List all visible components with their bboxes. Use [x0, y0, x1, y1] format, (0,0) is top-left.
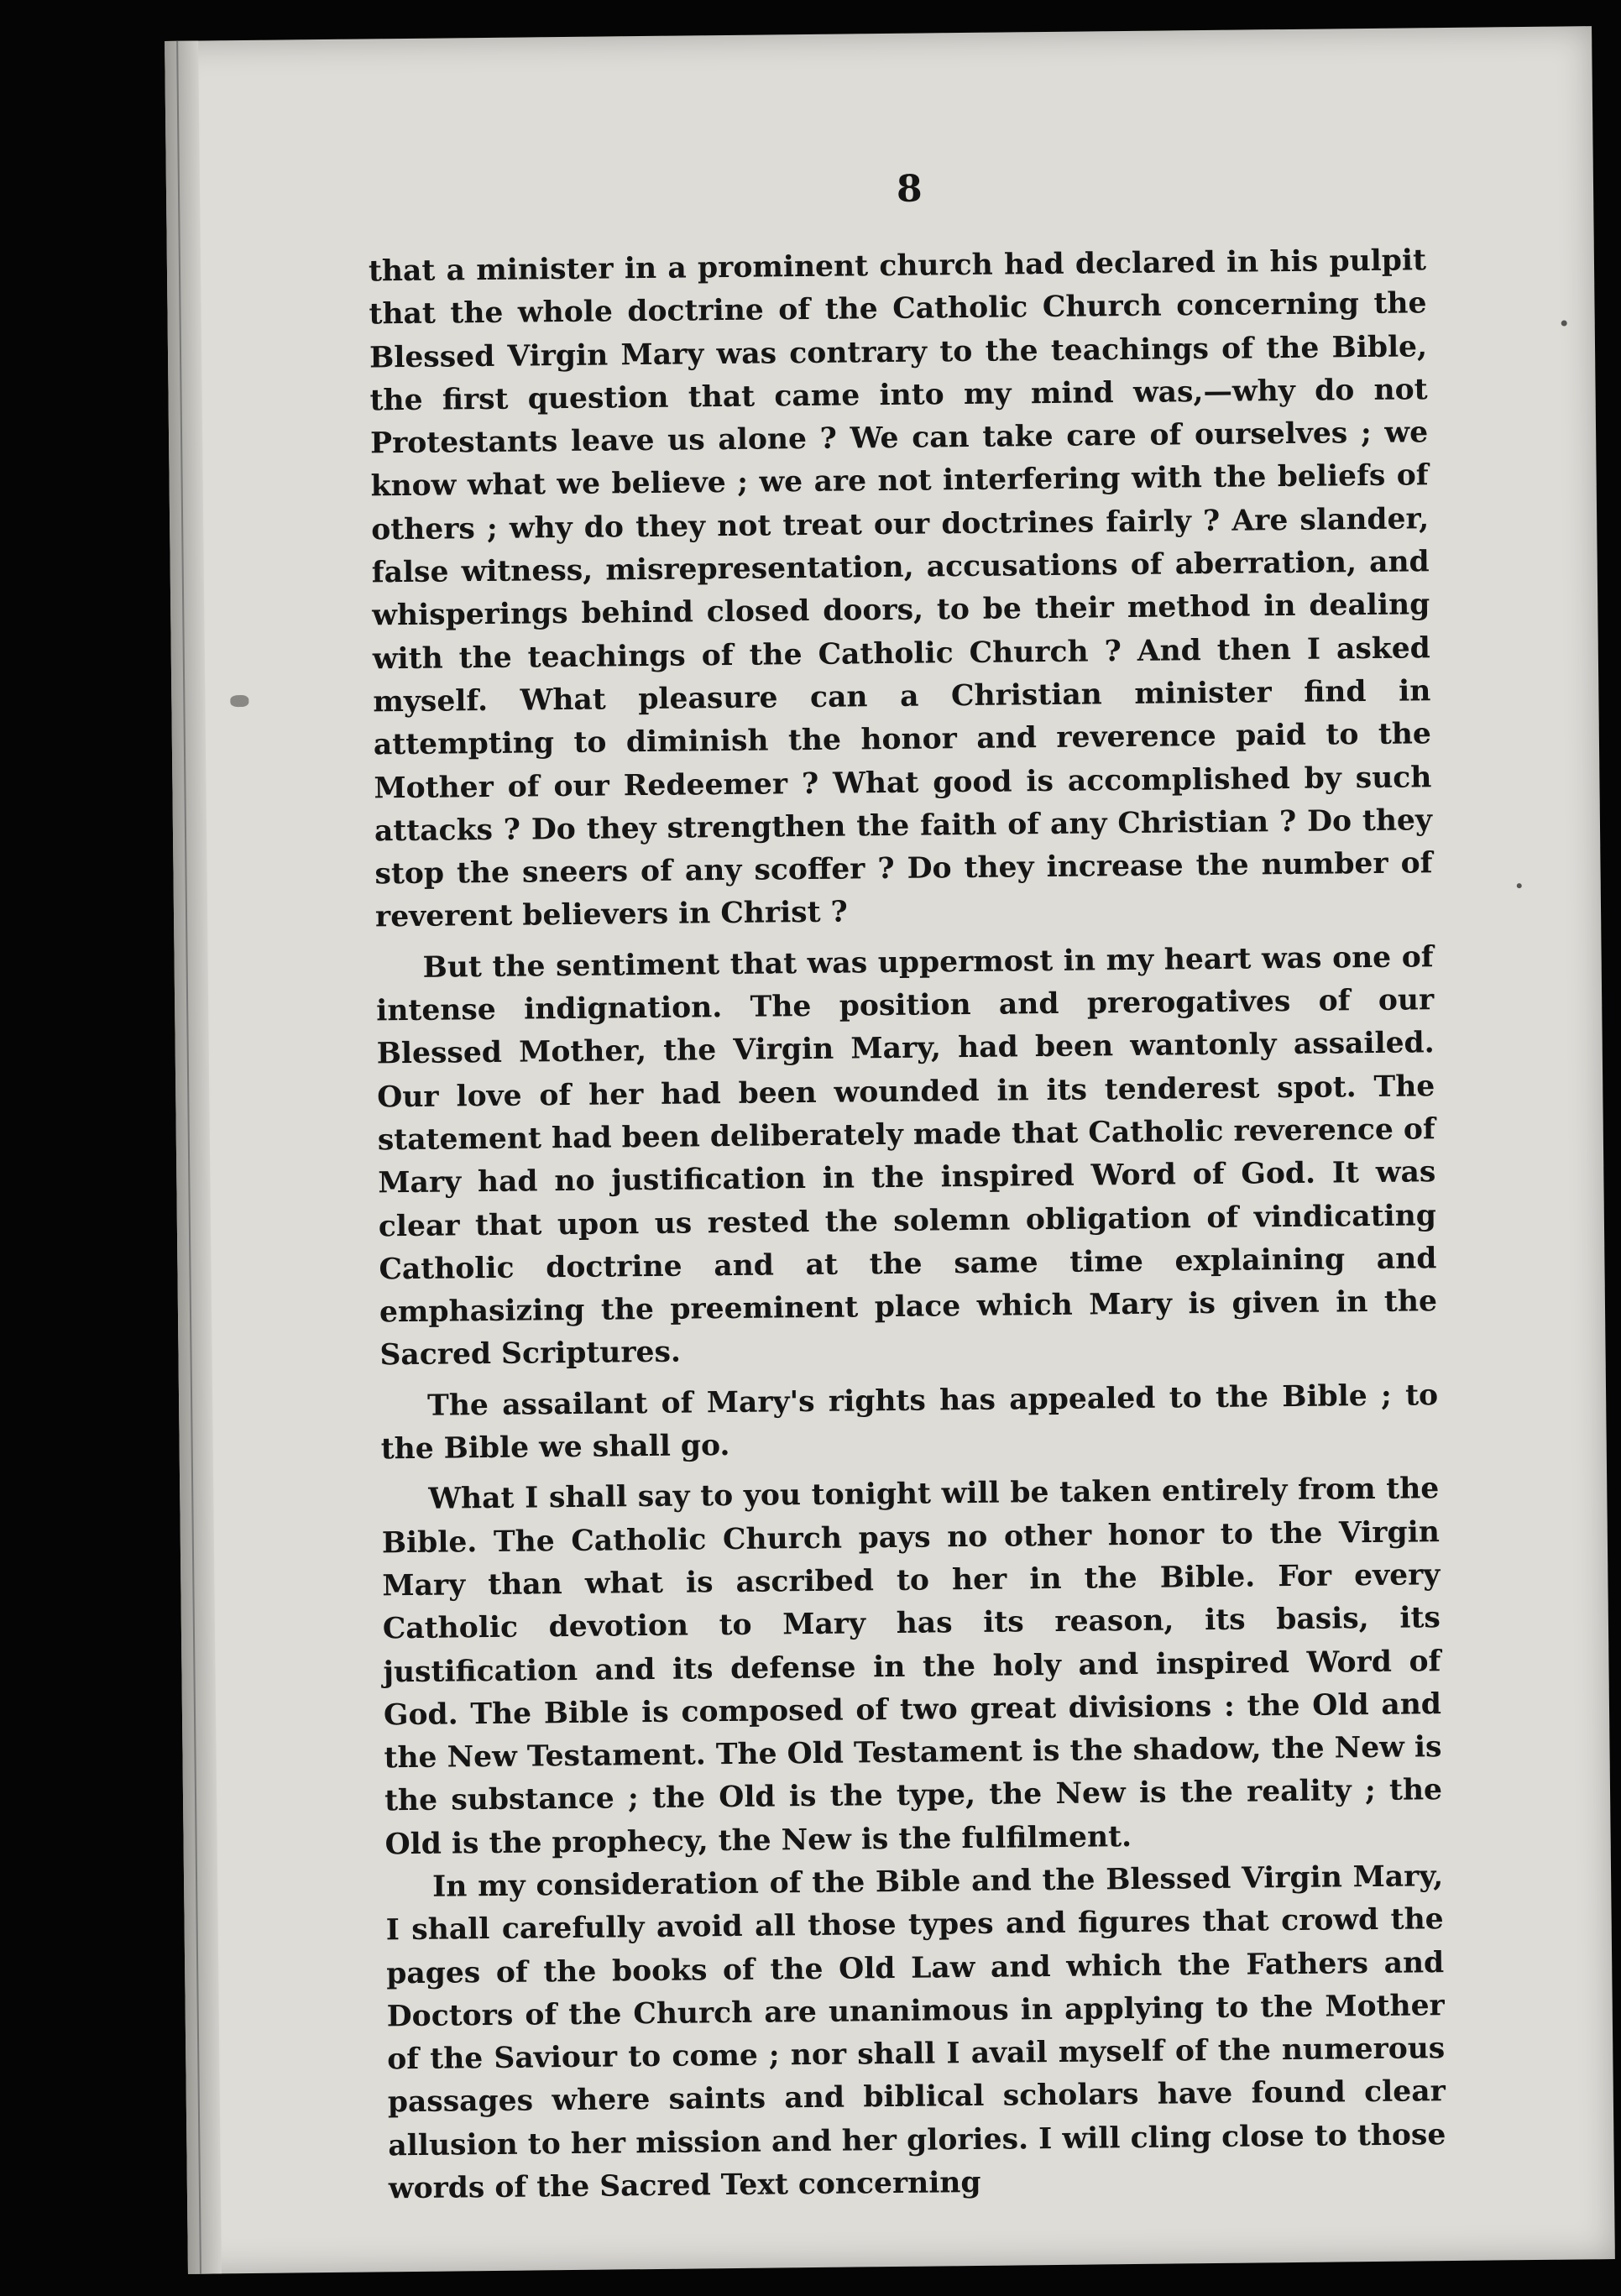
paragraph-3: The assailant of Mary's rights has appealed to the Bible ; to the Bible we shall go. — [380, 1378, 1439, 1467]
page-number: 8 — [896, 167, 923, 211]
paragraph-1: that a minister in a prominent church had declared in his pulpit that the whole doctrine of the Catholic Church concerning the Blessed Virgin Mary was contrary to the teachings of the Bible, the first question that came into my mind was,—why do not Protestants leave us alone ? We can take care of ourselves ; we know what we believe ; we are not interfering with the beliefs of others ; why do they not treat our doctrines fairly ? Are slander, false witness, misrepresentation, accusations of aberration, and whisperings behind closed doors, to be their method in dealing with the teachings of the Catholic Church ? And then I asked myself. What pleasure can a Christian minister find in attempting to diminish the honor and reverence paid to the Mother of our Redeemer ? What good is accomplished by such attacks ? Do they strengthen the faith of any Christian ? Do they stop the sneers of any scoffer ? Do they increase the number of reverent believers in Christ ? — [368, 243, 1433, 934]
paragraph-4: What I shall say to you tonight will be taken entirely from the Bible. The Catholic Church pays no other honor to the Virgin Mary than what is ascribed to her in the Bible. For every Catholic devotion to Mary has its reason, its basis, its justification and its defense in the holy and inspired Word of God. The Bible is composed of two great divisions : the Old and the New Testament. The Old Testament is the shadow, the New is the substance ; the Old is the type, the New is the reality ; the Old is the prophecy, the New is the fulfilment. — [381, 1472, 1443, 1862]
page-binding-edge — [165, 41, 222, 2274]
paragraph-2: But the sentiment that was uppermost in my heart was one of intense indignation. The position and prerogatives of our Blessed Mother, the Virgin Mary, had been wantonly assailed. Our love of her had been wounded in its tenderest spot. The statement had been deliberately made that Catholic reverence of Mary had no justification in the inspired Word of God. It was clear that upon us rested the solemn obligation of vindicating Catholic doctrine and at the same time explaining and emphasizing the preeminent place which Mary is given in the Sacred Scriptures. — [376, 939, 1438, 1373]
scan-speck — [230, 695, 248, 707]
scan-speck — [1561, 320, 1567, 326]
body-text — [369, 239, 1446, 2210]
book-page — [165, 26, 1615, 2274]
paragraph-5: In my consideration of the Bible and the Blessed Virgin Mary, I shall carefully avoid all those types and figures that crowd the pages of the books of the Old Law and which the Fathers and Doctors of the Church are unanimous in applying to the Mother of the Saviour to come ; nor shall I avail myself of the numerous passages where saints and biblical scholars have found clear allusion to her mission and her glories. I will cling close to those words of the Sacred Text concerning — [385, 1859, 1446, 2206]
scan-speck — [1517, 883, 1522, 888]
